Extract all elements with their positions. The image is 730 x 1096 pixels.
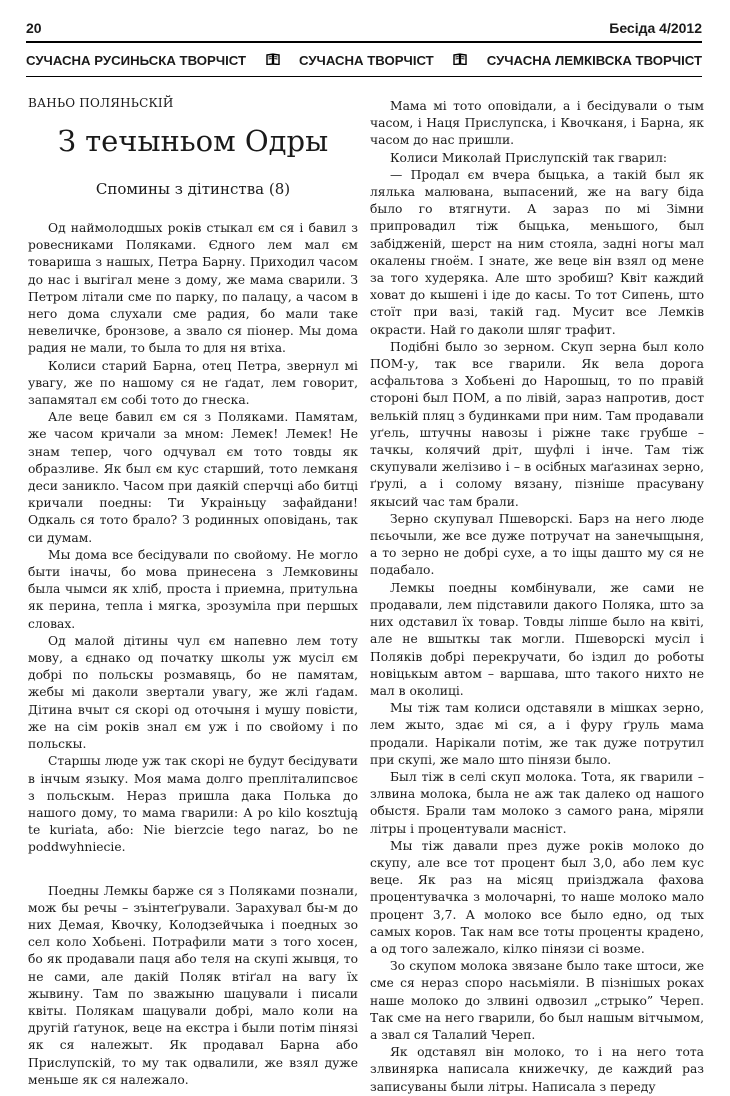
- paragraph: Зо скупом молока звязане было таке штоси, же сме ся нераз споро насьміяли. В пізнішых роках наше молоко до злвині одвозил „стрыко” Череп. Так сме на него гварили, бо был нашым вітчымом, а звал ся Талалий Череп.: [370, 959, 704, 1042]
- section-lemko: СУЧАСНА ЛЕМКІВСКА ТВОРЧІСТ: [486, 52, 702, 68]
- section-general: СУЧАСНА ТВОРЧІСТ: [299, 52, 434, 68]
- paragraph: Од наймолодшых років стыкал єм ся і бавил з ровесниками Поляками. Єдного лем мал єм товариша з нашых, Петра Барну. Приходил часом до нас і выгiгал мене з дому, же мама сварили. З Петром літали сме по парку, по палацу, а часом в него дома слухали сме радия, бо мали таке невеличке, бронзове, а звало ся піонер. Мы дома радия не мали, то была то для ня втіха.: [28, 221, 358, 356]
- article-subtitle: Спомины з дітинства (8): [95, 180, 291, 198]
- page-number: 20: [26, 20, 42, 36]
- right-column: [370, 98, 704, 1096]
- paragraph: Зерно скупувал Пшеворскі. Барз на него люде пєьочыли, же все дуже потручат на занечыщыня, а то зерно не добрі сухе, а то іщы дашто му ся не подабало.: [370, 511, 704, 578]
- paragraph: — Продал єм вчера быцька, а такій был як лялька малювана, выпасений, же на вагу біда было го втягнути. А зараз по мі Зімни припровадил тіж быцька, меньшого, был забідженій, шерст на ним стояла, задні ногы мал окалены гноём. І знате, же веце він взял од мене за того худеряка. Але што зробиш? Квіт каждий ховат до кышені і іде до касы. То тот Сипень, што стоїт при вазі, такій гад. Мусит все Лемків окрасти. Най го даколи шляг трафит.: [370, 167, 704, 337]
- paragraph: Як одставял він молоко, то і на него тота злвинярка написала книжечку, де каждий раз записуваны были літры. Написала з переду: [370, 1045, 704, 1094]
- paragraph: Од малой дітины чул єм напевно лем тоту мову, а єднако од початку школы уж мусіл єм добрі по польскы розмавяць, бо не памятам, жебы мі даколи звертали увагу, же жлі ґадам. Дітина вчыт ся скорі од оточыня і мушу повісти, же на сім років знал єм уж і по свойому і по польскы.: [28, 633, 358, 752]
- paragraph: Мы тіж давали през дуже років молоко до скупу, але все тот процент был 3,0, або лем кус веце. Як раз на місяц приізджала фахова процентувачка з молочарні, то наше молоко мало процент 3,7. А молоко все было едно, од тых самых коров. Так нам все тоты проценты крадено, а од того залежало, кілко пінязи сі возме.: [370, 838, 704, 956]
- paragraph: Мы дома все бесідували по свойому. Не могло быти іначы, бо мова принесена з Лемковины была чымси як хліб, проста і приемна, притульна як перина, тепла і мягка, зрозуміла при першых словах.: [28, 547, 358, 631]
- paragraph: Колиси старий Барна, отец Петра, звернул мі увагу, же по нашому ся не ґадат, лем говорит, запамятал єм собі тото до гнеска.: [28, 358, 358, 408]
- header-rule: [26, 41, 702, 43]
- paragraph: Мы тіж там колиси одставяли в мішках зерно, лем жыто, здає мі ся, а і фуру ґруль мама продали. Нарікали потім, же так дуже потрутил при скупі, же мало што пінязи было.: [370, 701, 704, 767]
- section-banner: [26, 50, 702, 70]
- section-rule: [26, 76, 702, 77]
- paragraph: Мама мі тото оповідали, а і бесідували о тым часом, і Наця Прислупска, і Квочканя, і Барна, як часом до нас пришли.: [370, 99, 704, 148]
- paragraph: Был тіж в селі скуп молока. Тота, як гварили – злвина молока, была не аж так далеко од нашого обыстя. Брали там молоко з самого рана, міряли літры і процентували масніст.: [370, 769, 704, 836]
- paragraph-gap: [28, 857, 358, 883]
- left-column: [28, 96, 358, 1089]
- article-title: З течыньом Одры: [57, 124, 329, 158]
- issue-label: Бесіда 4/2012: [609, 20, 702, 36]
- paragraph: Старшы люде уж так скорі не будут бесідувати в інчым языку. Моя мама долго препліталипсвоє з польскым. Нераз пришла дака Полька до нашого дому, то мама гварили: A po kilo kosztują te kuriata, або: Nie bierzcie tego naraz, bo ne poddwyhniecie.: [28, 754, 358, 855]
- book-icon: [453, 53, 467, 68]
- paragraph: Колиси Миколай Прислупскій так гварил:: [390, 150, 668, 165]
- paragraph: Лемкы поедны комбінували, же сами не продавали, лем підставили дакого Поляка, што за них одставил їх товар. Товды ліпше было на квіті, але не вшыткы так могли. Пшеворскі мусіл і Поляків добрі перекручати, бо іздил до роботы новіцькым автом – варшава, што такого нихто не мал в околиці.: [370, 580, 704, 698]
- section-rusyn: СУЧАСНА РУСИНЬСКА ТВОРЧІСТ: [26, 52, 246, 68]
- paragraph: Поедны Лемкы барже ся з Поляками познали, мож бы речы – зъінтеґрували. Зарахувал бы-м до них Демая, Квочку, Колодзейчыка і поедных зо сел коло Хобьені. Потрафили мати з того хосен, бо як продавали паця або теля на скупі жывця, то не сами, але дакій Поляк втіґал на вагу їх жывину. Там по зважыню шацували і писали квіты. Полякам шацували добрі, мало коли на другій ґатунок, веце на екстра і были потім пінязі як ся належыт. Як продавал Барна або Прислупскій, то му так одвалили, же взял дуже меньше як ся належало.: [28, 883, 358, 1087]
- article-author: ВАНЬО ПОЛЯНЬСКІЙ: [28, 96, 174, 110]
- paragraph: Але веце бавил єм ся з Поляками. Памятам, же часом кричали за мном: Лемек! Лемек! Не знам тепер, чого одчувал єм тото товды як образливе. Як был єм кус старший, тото лемканя деси заникло. Часом при даякій сперчці або битці кричали поедны: Ти Украіньцу зафайдани! Одкаль ся тото брало? З родинных оповідань, так си думам.: [28, 410, 358, 545]
- paragraph: Подібні было зо зерном. Скуп зерна был коло ПОМ-у, так все гварили. Як вела дорога асфальтова з Хобьені до Нарошыц, то по правій стороні был ПОМ, а по лівій, зараз напротив, дост велькій пляц з будинками при ним. Там продавали уґель, штучны навозы і ріжне такє грубше – тачкы, колячий дріт, шуфлі і інче. Там тіж скупували желізиво і – в осібных маґазинах зерно, ґрулі, а і солому вязану, пізніше прасувану якысий час там брали.: [370, 339, 704, 509]
- book-icon: [266, 53, 280, 68]
